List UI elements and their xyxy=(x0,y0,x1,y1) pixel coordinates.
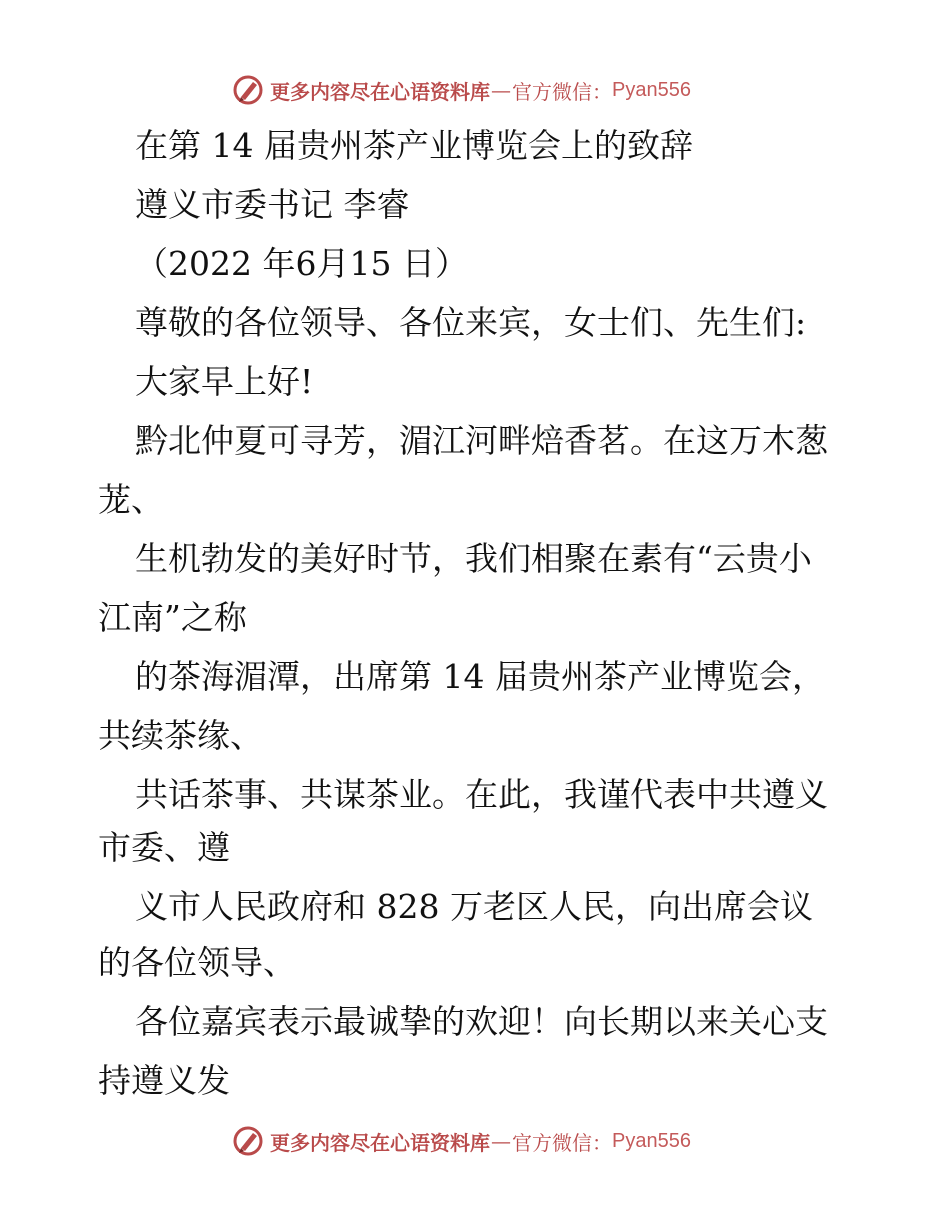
pen-logo-icon xyxy=(232,74,264,106)
body-line: 的各位领导、 xyxy=(98,943,296,982)
body-line: 茏、 xyxy=(98,480,164,519)
banner-main-text: 更多内容尽在心语资料库 xyxy=(270,1130,490,1155)
banner-separator: — xyxy=(491,78,511,102)
header-banner xyxy=(232,70,691,110)
footer-banner xyxy=(232,1121,691,1161)
document-title: 在第 14 届贵州茶产业博览会上的致辞 xyxy=(135,126,693,165)
body-line: 共话茶事、共谋茶业。在此，我谨代表中共遵义 xyxy=(135,775,828,814)
body-line: 市委、遵 xyxy=(98,828,230,867)
pen-logo-icon xyxy=(232,1125,264,1157)
banner-label: 官方微信： xyxy=(512,1130,612,1155)
banner-separator: — xyxy=(491,1129,511,1153)
body-line: 的茶海湄潭，出席第 14 届贵州茶产业博览会， xyxy=(135,657,825,696)
body-line: 各位嘉宾表示最诚挚的欢迎！向长期以来关心支 xyxy=(135,1002,828,1041)
body-line: 持遵义发 xyxy=(98,1061,230,1100)
banner-wechat-id: Pyan556 xyxy=(612,78,691,101)
body-line: 生机勃发的美好时节，我们相聚在素有“云贵小 xyxy=(135,539,812,578)
body-line: 义市人民政府和 828 万老区人民，向出席会议 xyxy=(135,887,813,926)
salutation: 尊敬的各位领导、各位来宾，女士们、先生们: xyxy=(135,303,807,342)
greeting: 大家早上好! xyxy=(135,362,314,401)
document-author: 遵义市委书记 李睿 xyxy=(135,185,410,224)
body-line: 共续茶缘、 xyxy=(98,716,263,755)
body-line: 黔北仲夏可寻芳，湄江河畔焙香茗。在这万木葱 xyxy=(135,421,828,460)
body-line: 江南”之称 xyxy=(98,598,247,637)
banner-wechat-id: Pyan556 xyxy=(612,1129,691,1152)
document-date: （2022 年6月15 日） xyxy=(135,244,468,283)
banner-main-text: 更多内容尽在心语资料库 xyxy=(270,79,490,104)
banner-label: 官方微信： xyxy=(512,79,612,104)
